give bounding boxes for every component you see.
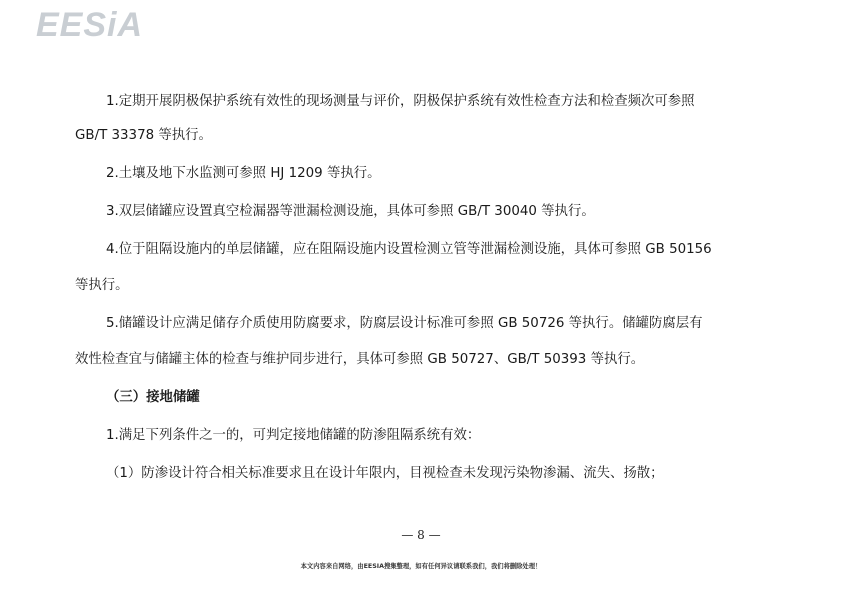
section-heading: （三）接地储罐 <box>106 390 200 405</box>
paragraph-5-line-2: 效性检查宜与储罐主体的检查与维护同步进行，具体可参照 GB 50727、GB/T 50393 等执行。 <box>75 352 645 367</box>
paragraph-6: 1.满足下列条件之一的，可判定接地储罐的防渗阻隔系统有效： <box>106 428 481 443</box>
eesia-watermark-logo: EESiA <box>36 6 144 44</box>
paragraph-1-line-1: 1.定期开展阴极保护系统有效性的现场测量与评价，阴极保护系统有效性检查方法和检查频次可参照 <box>106 94 695 109</box>
page-number: — 8 — <box>401 528 441 542</box>
paragraph-5-line-1: 5.储罐设计应满足储存介质使用防腐要求，防腐层设计标准可参照 GB 50726 等执行。储罐防腐层有 <box>106 316 703 331</box>
paragraph-1-line-2: GB/T 33378 等执行。 <box>75 128 212 143</box>
paragraph-4-line-1: 4.位于阻隔设施内的单层储罐，应在阻隔设施内设置检测立管等泄漏检测设施，具体可参照 GB 50156 <box>106 242 712 257</box>
paragraph-4-line-2: 等执行。 <box>75 278 129 293</box>
paragraph-7: （1）防渗设计符合相关标准要求且在设计年限内，目视检查未发现污染物渗漏、流失、扬散； <box>106 466 664 481</box>
footer-disclaimer: 本文内容来自网络，由EESIA搜集整理，如有任何异议请联系我们，我们将删除处理！ <box>300 563 542 570</box>
paragraph-2: 2.土壤及地下水监测可参照 HJ 1209 等执行。 <box>106 166 381 181</box>
paragraph-3: 3.双层储罐应设置真空检漏器等泄漏检测设施，具体可参照 GB/T 30040 等执行。 <box>106 204 595 219</box>
